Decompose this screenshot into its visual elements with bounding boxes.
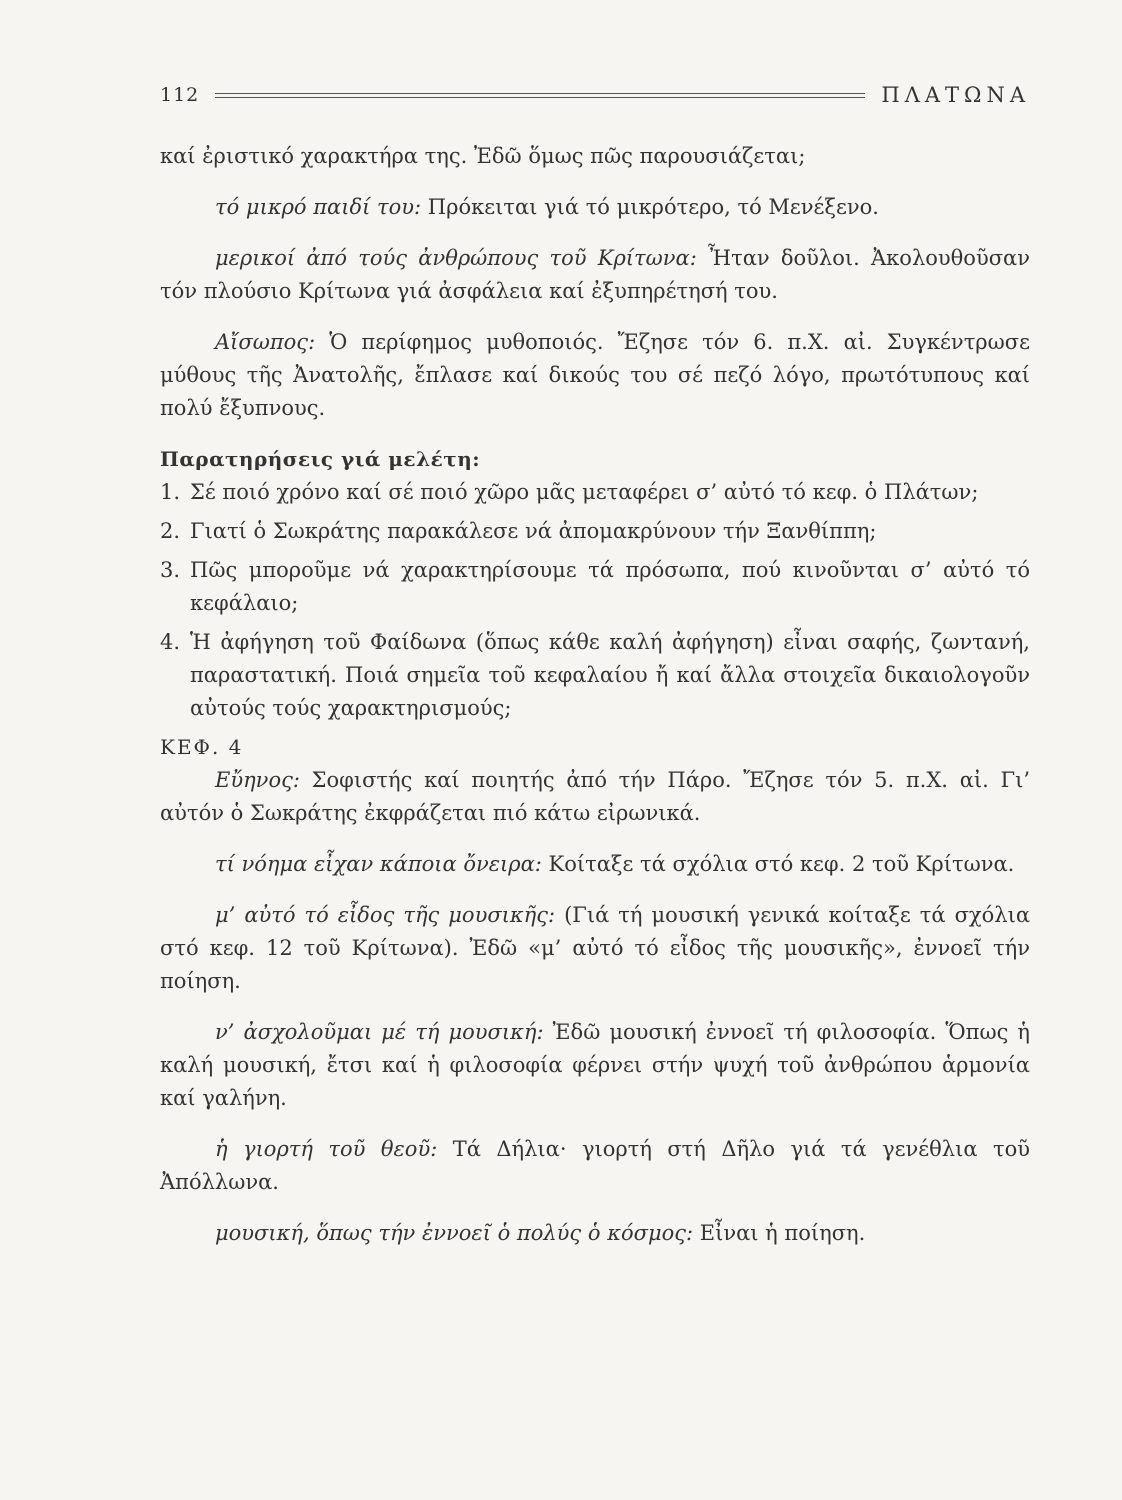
header-rule — [215, 93, 865, 98]
page-number: 112 — [160, 84, 200, 106]
question-number: 3. — [160, 558, 181, 582]
note-term: μ’ αὐτό τό εἶδος τῆς μουσικῆς: — [215, 903, 556, 927]
question-number: 2. — [160, 519, 181, 543]
note-text: Τά Δήλια· γιορτή στή Δῆλο γιά τά γενέθλια τοῦ Ἀπόλλωνα. — [160, 1137, 1030, 1194]
note-term: ἡ γιορτή τοῦ θεοῦ: — [215, 1137, 438, 1161]
question-number: 1. — [160, 480, 181, 504]
note-term: τί νόημα εἶχαν κάποια ὄνειρα: — [215, 852, 542, 876]
note-text: Ἦταν δοῦλοι. Ἀκολουθοῦσαν τόν πλούσιο Κρίτωνα γιά ἀσφάλεια καί ἐξυπηρέτησή του. — [160, 246, 1030, 303]
chapter-heading: ΚΕΦ. 4 — [160, 735, 244, 759]
note-text: (Γιά τή μουσική γενικά κοίταξε τά σχόλια στό κεφ. 12 τοῦ Κρίτωνα). Ἐδῶ «μ’ αὐτό τό εἶδος τῆς μουσικῆς», ἐννοεῖ τήν ποίηση. — [160, 903, 1030, 993]
question-text: Πῶς μποροῦμε νά χαρακτηρίσουμε τά πρόσωπα, πού κινοῦνται σ’ αὐτό τό κεφάλαιο; — [190, 558, 1030, 615]
note-paragraph — [160, 1133, 1030, 1199]
note-text: Πρόκειται γιά τό μικρότερο, τό Μενέξενο. — [421, 195, 879, 219]
note-text: Εἶναι ἡ ποίηση. — [693, 1221, 866, 1245]
note-paragraph — [160, 326, 1030, 425]
question-number: 4. — [160, 630, 181, 654]
note-paragraph — [160, 242, 1030, 308]
note-text: Σοφιστής καί ποιητής ἀπό τήν Πάρο. Ἔζησε τόν 5. π.Χ. αἰ. Γι’ αὐτόν ὁ Σωκράτης ἐκφράζεται πιό κάτω εἰρωνικά. — [160, 768, 1030, 825]
study-heading: Παρατηρήσεις γιά μελέτη: — [160, 447, 481, 471]
list-item — [160, 515, 1030, 548]
note-text: Κοίταξε τά σχόλια στό κεφ. 2 τοῦ Κρίτωνα. — [541, 852, 1015, 876]
note-paragraph — [160, 1217, 1030, 1250]
study-questions-list — [160, 476, 1030, 725]
intro-paragraph: καί ἐριστικό χαρακτήρα της. Ἐδῶ ὅμως πῶς παρουσιάζεται; — [160, 144, 806, 168]
note-term: Αἴσωπος: — [215, 330, 316, 354]
note-term: μουσική, ὅπως τήν ἐννοεῖ ὁ πολύς ὁ κόσμος: — [215, 1221, 694, 1245]
note-paragraph — [160, 848, 1030, 881]
question-text: Ἡ ἀφήγηση τοῦ Φαίδωνα (ὅπως κάθε καλή ἀφήγηση) εἶναι σαφής, ζωντανή, παραστατική. Ποιά σημεῖα τοῦ κεφαλαίου ἤ καί ἄλλα στοιχεῖα δικαιολογοῦν αὐτούς τούς χαρακτηρισμούς; — [190, 630, 1030, 720]
note-term: τό μικρό παιδί του: — [215, 195, 422, 219]
page-content — [160, 140, 1030, 1268]
note-paragraph — [160, 191, 1030, 224]
list-item — [160, 626, 1030, 725]
question-text: Σέ ποιό χρόνο καί σέ ποιό χῶρο μᾶς μεταφέρει σ’ αὐτό τό κεφ. ὁ Πλάτων; — [190, 480, 979, 504]
note-paragraph — [160, 1016, 1030, 1115]
note-paragraph — [160, 764, 1030, 830]
question-text: Γιατί ὁ Σωκράτης παρακάλεσε νά ἀπομακρύνουν τήν Ξανθίππη; — [190, 519, 877, 543]
note-text: Ἐδῶ μουσική ἐννοεῖ τή φιλοσοφία. Ὅπως ἡ καλή μουσική, ἔτσι καί ἡ φιλοσοφία φέρνει στήν ψυχή τοῦ ἀνθρώπου ἁρμονία καί γαλήνη. — [160, 1020, 1030, 1110]
running-title: ΠΛΑΤΩΝΑ — [881, 83, 1030, 107]
note-term: Εὔηνος: — [215, 768, 300, 792]
list-item — [160, 476, 1030, 509]
note-paragraph — [160, 899, 1030, 998]
note-term: ν’ ἀσχολοῦμαι μέ τή μουσική: — [215, 1020, 544, 1044]
page-header — [160, 80, 1030, 110]
note-text: Ὁ περίφημος μυθοποιός. Ἔζησε τόν 6. π.Χ. αἰ. Συγκέντρωσε μύθους τῆς Ἀνατολῆς, ἔπλασε καί δικούς του σέ πεζό λόγο, πρωτότυπους καί πολύ ἔξυπνους. — [160, 330, 1030, 420]
note-term: μερικοί ἀπό τούς ἀνθρώπους τοῦ Κρίτωνα: — [215, 246, 697, 270]
list-item — [160, 554, 1030, 620]
